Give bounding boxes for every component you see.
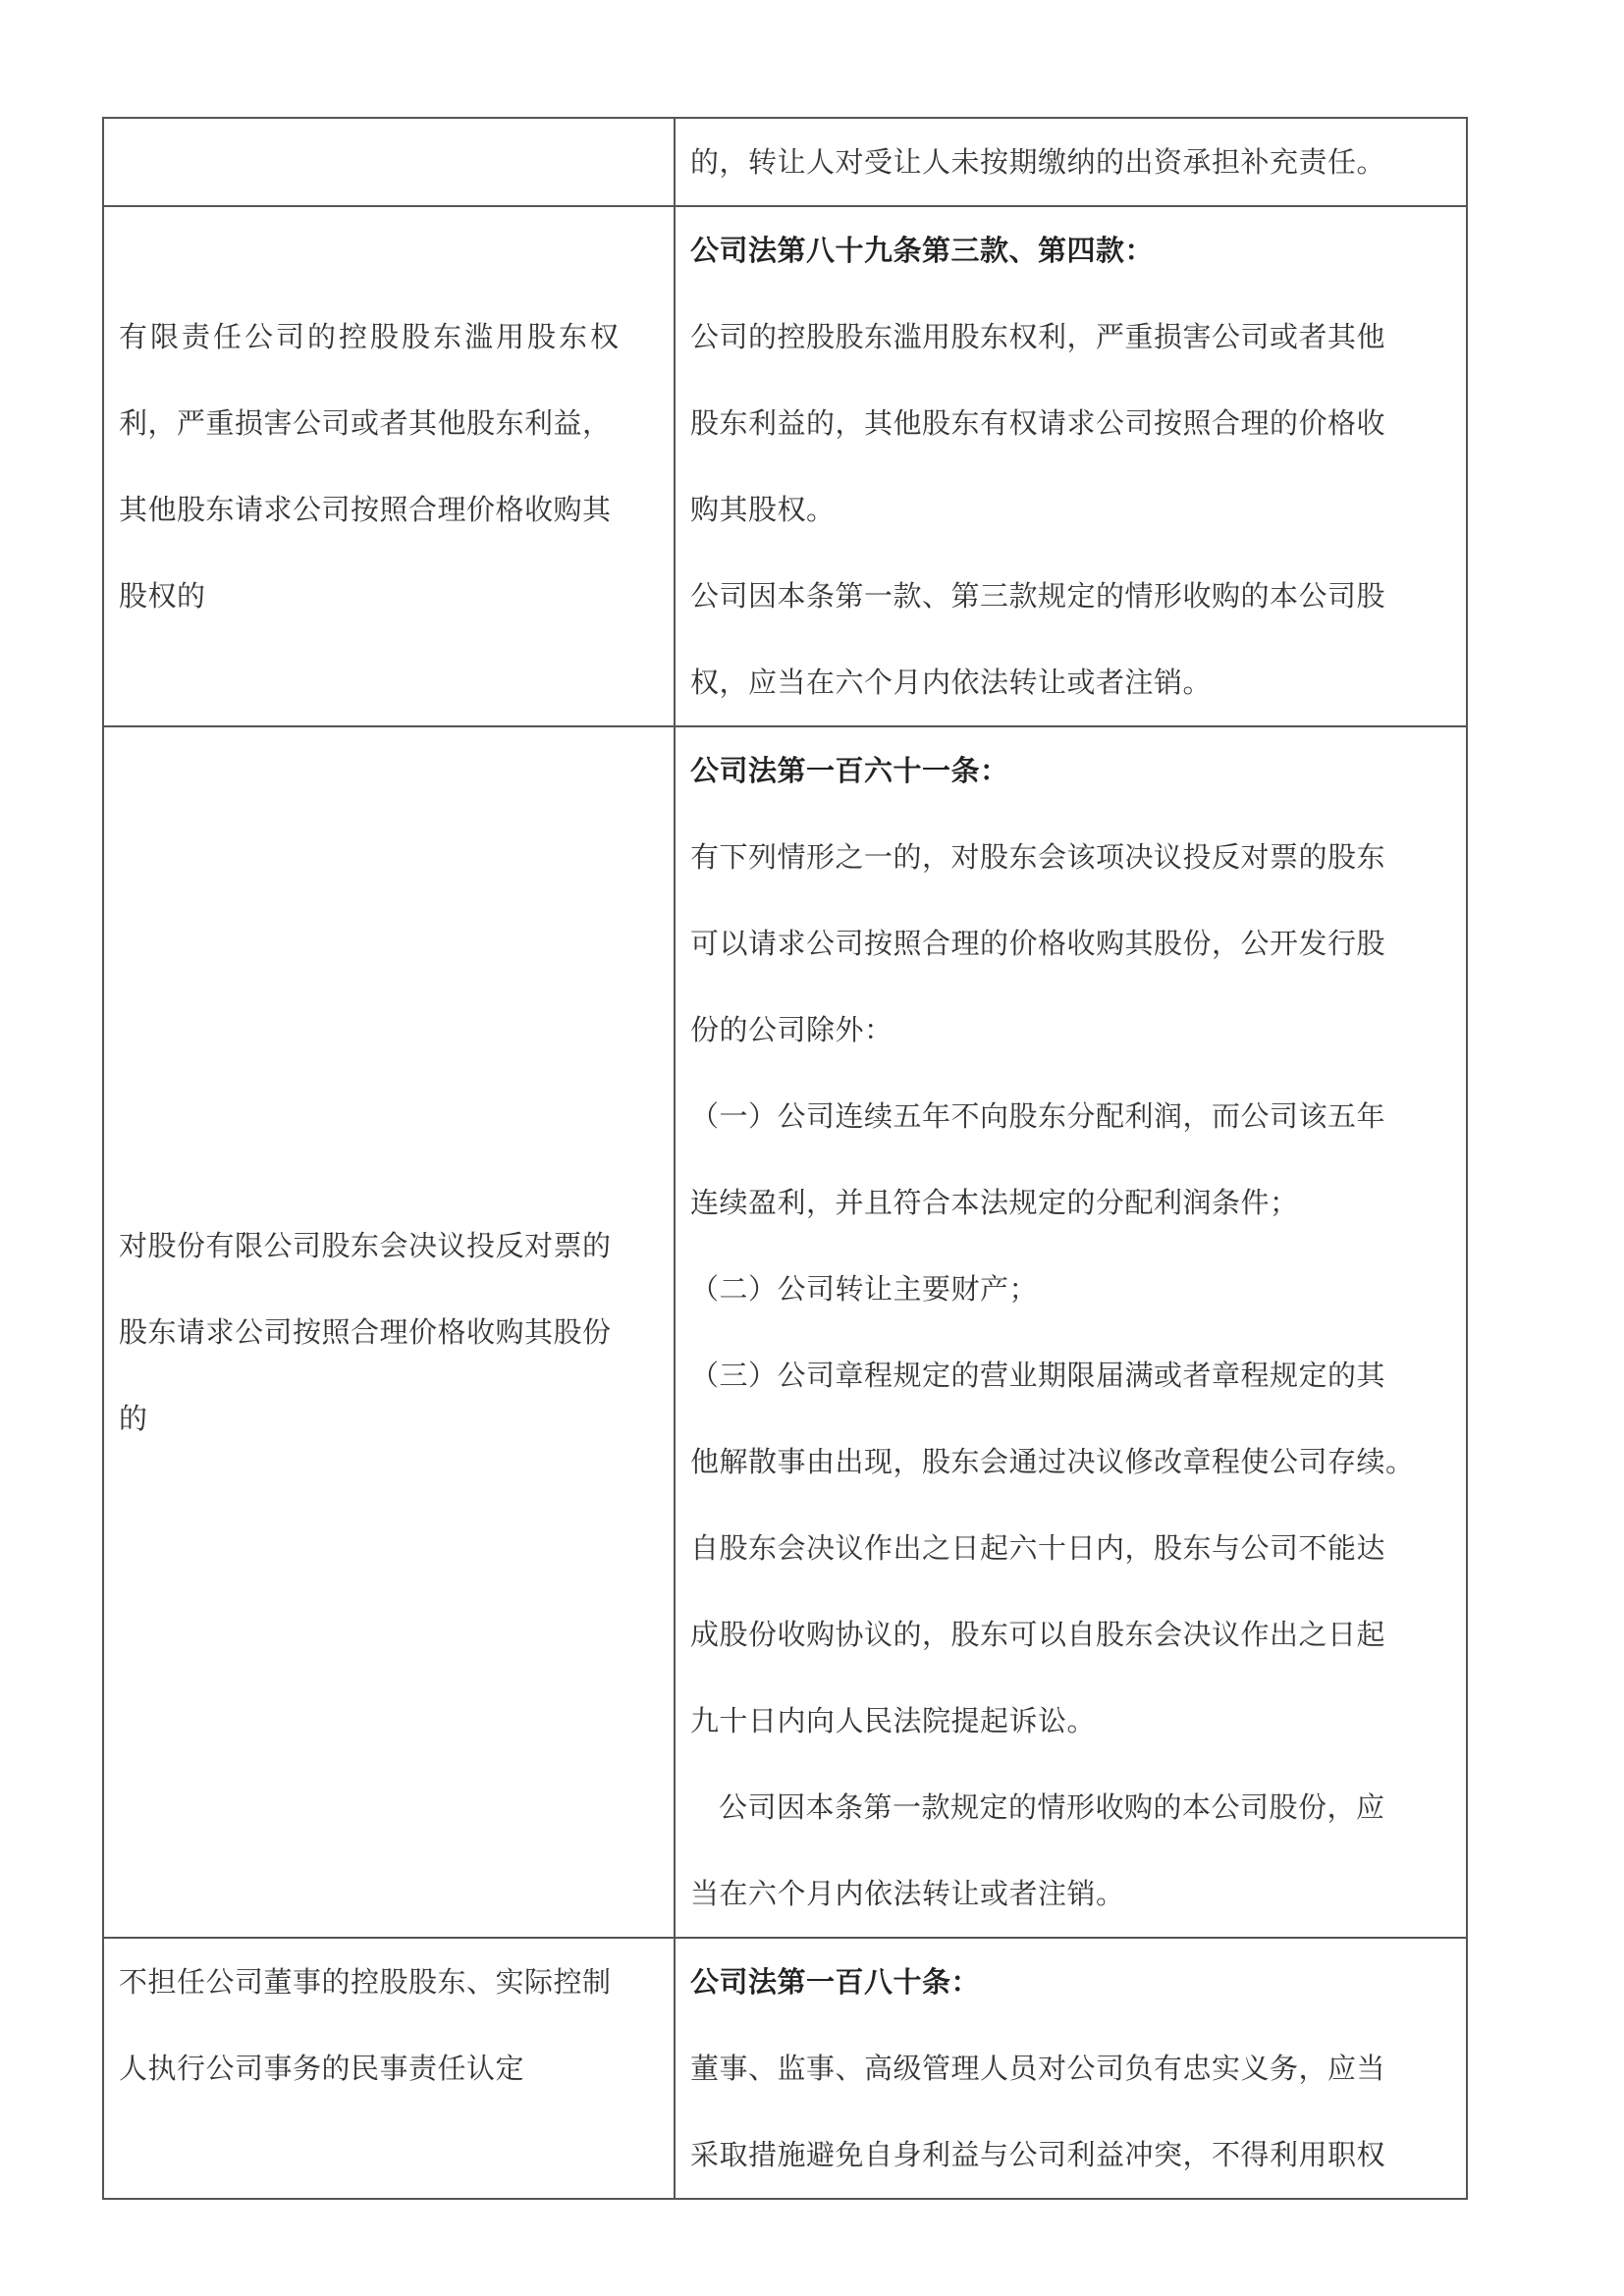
provision-line: 公司因本条第一款规定的情形收购的本公司股份，应 (719, 1790, 1385, 1824)
provision-line: 九十日内向人民法院提起诉讼。 (690, 1704, 1097, 1737)
scenario-cell (103, 1938, 675, 2199)
provision-line: 有下列情形之一的，对股东会该项决议投反对票的股东 (690, 840, 1386, 874)
scenario-line: 股权的 (119, 579, 206, 613)
scenario-line: 利，严重损害公司或者其他股东利益， (119, 406, 612, 440)
provision-line: （三）公司章程规定的营业期限届满或者章程规定的其 (690, 1359, 1386, 1392)
provision-cell (675, 206, 1467, 726)
provision-line: （二）公司转让主要财产； (690, 1272, 1039, 1306)
provision-line: 连续盈利，并且符合本法规定的分配利润条件； (690, 1186, 1299, 1219)
provision-line: 公司因本条第一款、第三款规定的情形收购的本公司股 (690, 579, 1386, 613)
scenario-cell (103, 206, 675, 726)
scenario-line: 有限责任公司的控股股东滥用股东权 (119, 320, 623, 353)
article-heading: 公司法第一百六十一条： (690, 754, 1009, 787)
article-heading: 公司法第八十九条第三款、第四款： (690, 234, 1155, 267)
provision-cell (675, 1938, 1467, 2199)
table-row (103, 726, 1467, 1938)
provision-line: 公司的控股股东滥用股东权利，严重损害公司或者其他 (690, 320, 1386, 353)
scenario-line: 的 (119, 1402, 148, 1435)
provision-line: 购其股权。 (690, 493, 836, 526)
table-row (103, 206, 1467, 726)
provision-line: 的，转让人对受让人未按期缴纳的出资承担补充责任。 (690, 145, 1386, 179)
provision-line: 董事、监事、高级管理人员对公司负有忠实义务，应当 (690, 2052, 1386, 2085)
scenario-cell (103, 118, 675, 206)
provision-line: 成股份收购协议的，股东可以自股东会决议作出之日起 (690, 1618, 1386, 1651)
scenario-line: 不担任公司董事的控股股东、实际控制 (119, 1965, 612, 1999)
provision-line: 当在六个月内依法转让或者注销。 (690, 1877, 1125, 1910)
provision-line: 自股东会决议作出之日起六十日内，股东与公司不能达 (690, 1531, 1386, 1565)
provision-line: 他解散事由出现，股东会通过决议修改章程使公司存续。 (690, 1445, 1415, 1478)
scenario-line: 人执行公司事务的民事责任认定 (119, 2052, 525, 2085)
article-heading: 公司法第一百八十条： (690, 1965, 981, 1999)
provision-line: 股东利益的，其他股东有权请求公司按照合理的价格收 (690, 406, 1386, 440)
provision-line: 权，应当在六个月内依法转让或者注销。 (690, 666, 1213, 699)
law-comparison-table (102, 117, 1468, 2200)
scenario-cell (103, 726, 675, 1938)
provision-cell (675, 726, 1467, 1938)
scenario-line: 其他股东请求公司按照合理价格收购其 (119, 493, 612, 526)
provision-line: 可以请求公司按照合理的价格收购其股份，公开发行股 (690, 927, 1386, 960)
scenario-line: 股东请求公司按照合理价格收购其股份 (119, 1315, 612, 1349)
provision-line: （一）公司连续五年不向股东分配利润，而公司该五年 (690, 1099, 1386, 1133)
table-row (103, 118, 1467, 206)
table-row (103, 1938, 1467, 2199)
provision-line: 份的公司除外： (690, 1013, 893, 1046)
scenario-line: 对股份有限公司股东会决议投反对票的 (119, 1229, 612, 1262)
provision-line: 采取措施避免自身利益与公司利益冲突，不得利用职权 (690, 2138, 1386, 2171)
provision-cell (675, 118, 1467, 206)
